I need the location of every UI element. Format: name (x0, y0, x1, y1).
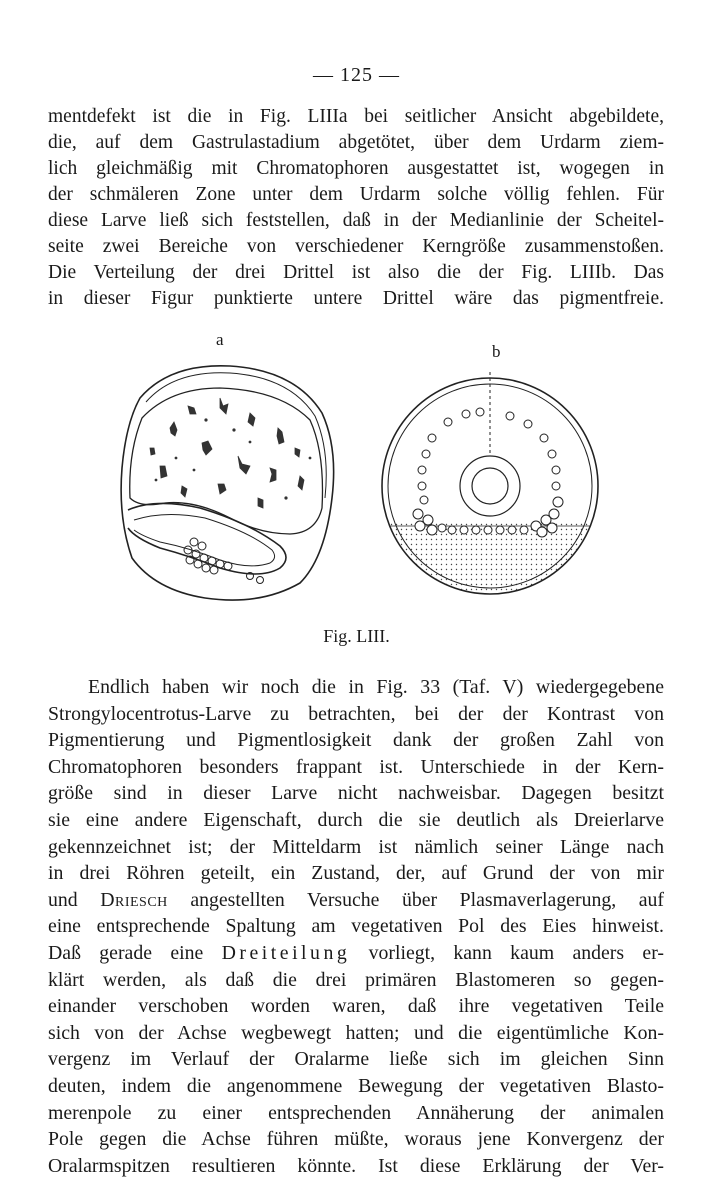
text-line: Die Verteilung der drei Drittel ist also die der Fig. LIIIb. Das (48, 262, 664, 283)
text-line: gekennzeichnet ist; der Mitteldarm ist nämlich seiner Länge nach (48, 835, 664, 858)
text-line: Pole gegen die Achse führen müßte, woraus jene Konvergenz der (48, 1128, 664, 1151)
text-line (48, 887, 664, 914)
text-line (48, 940, 664, 967)
text-line: eine entsprechende Spaltung am vegetativen Pol des Eies hinweist. (48, 915, 664, 938)
figure-liii (100, 318, 620, 638)
text-line: einander verschoben worden waren, daß ihre vegetativen Teile (48, 995, 664, 1018)
text-fragment: Daß gerade eine (48, 941, 204, 964)
text-line: Oralarmspitzen resultieren könnte. Ist diese Erklärung der Ver- (48, 1154, 664, 1177)
text-line: mentdefekt ist die in Fig. LIIIa bei seitlicher Ansicht abgebildete, (48, 106, 664, 127)
text-line: größe sind in dieser Larve nicht nachweisbar. Dagegen besitzt (48, 782, 664, 805)
text-line: Chromatophoren besonders frappant ist. Unterschiede in der Kern- (48, 755, 664, 778)
figure-label-b: b (492, 342, 501, 361)
page-number: — 125 — (313, 64, 400, 86)
text-line: in dieser Figur punktierte untere Drittel wäre das pigmentfreie. (48, 288, 664, 309)
text-line: die, auf dem Gastrulastadium abgetötet, über dem Urdarm ziem- (48, 132, 664, 153)
text-line: deuten, indem die angenommene Bewegung der vegetativen Blasto- (48, 1074, 664, 1097)
text-line: klärt werden, als daß die drei primären Blastomeren so gegen- (48, 968, 664, 991)
larva-schematic-drawing (370, 358, 610, 608)
emphasized-word: Dreiteilung (221, 941, 351, 964)
text-line: der schmäleren Zone unter dem Urdarm solche völlig fehlen. Für (48, 184, 664, 205)
text-line: sich von der Achse wegbewegt hatten; und die eigentümliche Kon- (48, 1021, 664, 1044)
figure-caption: Fig. LIII. (323, 626, 390, 646)
text-line: in drei Röhren geteilt, ein Zustand, der, auf Grund der von mir (48, 862, 664, 885)
paragraph-1 (48, 104, 664, 312)
text-line: diese Larve ließ sich feststellen, daß in der Medianlinie der Scheitel- (48, 210, 664, 231)
text-line: Endlich haben wir noch die in Fig. 33 (Taf. V) wiedergegebene (88, 676, 664, 698)
text-fragment: angestellten Versuche über Plasmaverlagerung, auf (190, 888, 664, 911)
larva-lateral-drawing (110, 358, 340, 608)
text-fragment: vorliegt, kann kaum anders er- (368, 941, 664, 964)
text-line: seite zwei Bereiche von verschiedener Kerngröße zusammenstoßen. (48, 236, 664, 257)
text-line: vergenz im Verlauf der Oralarme ließe sich im gleichen Sinn (48, 1048, 664, 1071)
text-fragment: und (48, 888, 78, 911)
text-line: sie eine andere Eigenschaft, durch die sie deutlich als Dreierlarve (48, 808, 664, 831)
text-line: lich gleichmäßig mit Chromatophoren ausgestattet ist, wogegen in (48, 158, 664, 179)
figure-label-a: a (216, 330, 224, 349)
author-name-driesch: Driesch (100, 888, 168, 911)
paragraph-2 (48, 674, 664, 1179)
text-line: Pigmentierung und Pigmentlosigkeit dank der großen Zahl von (48, 729, 664, 752)
text-line: Strongylocentrotus-Larve zu betrachten, bei der der Kontrast von (48, 702, 664, 725)
text-line: merenpole zu einer entsprechenden Annäherung der animalen (48, 1101, 664, 1124)
